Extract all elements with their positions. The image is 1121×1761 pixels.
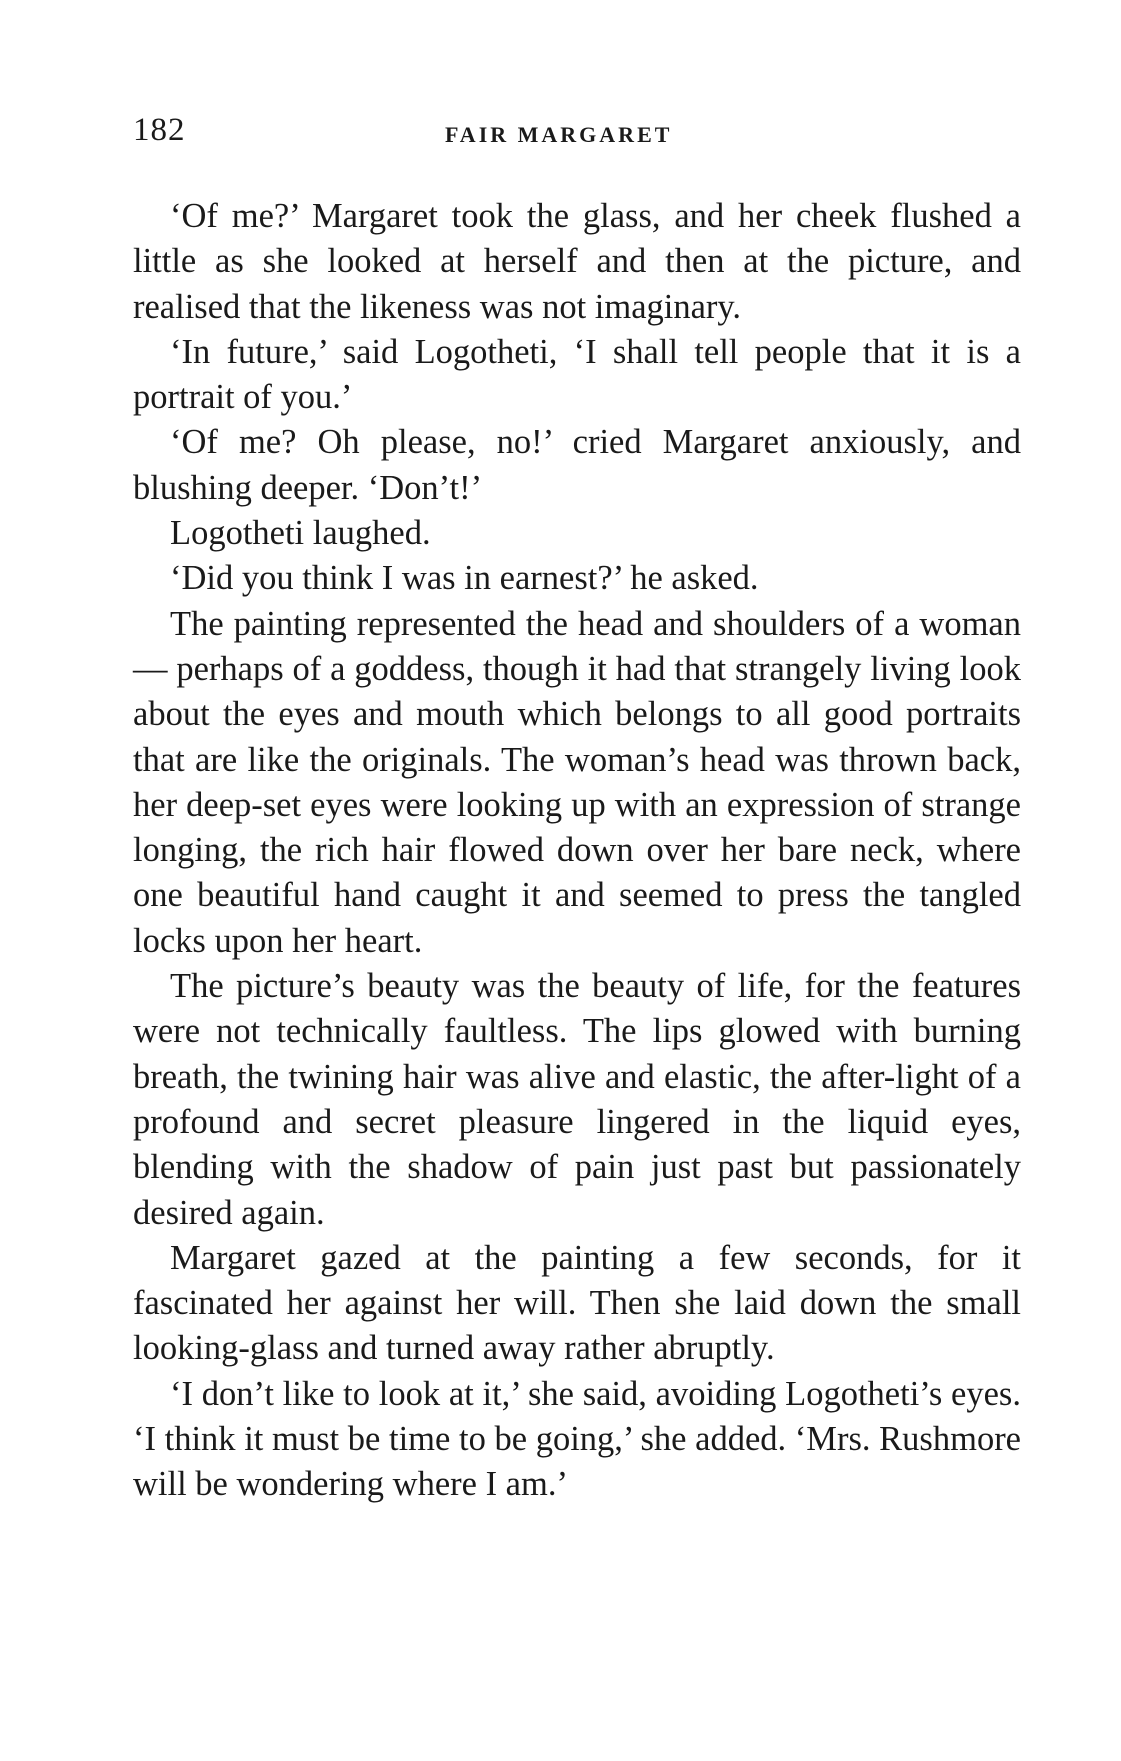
running-head [133,112,1021,160]
body-text [133,194,1021,1508]
paragraph: ‘Of me?’ Margaret took the glass, and her cheek flushed a little as she looked at herself and then at the picture, and realised that the likeness was not imaginary. [133,197,1021,326]
paragraph: Logotheti laughed. [170,514,431,553]
paragraph: ‘I don’t like to look at it,’ she said, avoiding Logotheti’s eyes. ‘I think it must be time to be going,’ she added. ‘Mrs. Rushmore will be wondering where I am.’ [133,1374,1021,1504]
page-number: 182 [133,112,186,148]
paragraph: The picture’s beauty was the beauty of life, for the features were not technically faultless. The lips glowed with burning breath, the twining hair was alive and elastic, the after-light of a profound and secret pleasure lingered in the liquid eyes, blending with the shadow of pain just past but passionately desired again. [133,967,1021,1232]
paragraph: ‘Did you think I was in earnest?’ he asked. [170,559,759,598]
paragraph: Margaret gazed at the painting a few seconds, for it fascinated her against her will. Then she laid down the small looking-glass and turned away rather abruptly. [133,1238,1021,1368]
paragraph: ‘Of me? Oh please, no!’ cried Margaret anxiously, and blushing deeper. ‘Don’t!’ [133,423,1021,507]
paragraph: The painting represented the head and shoulders of a woman — perhaps of a goddess, though it had that strangely living look about the eyes and mouth which belongs to all good portraits that are like the originals. The woman’s head was thrown back, her deep-set eyes were looking up with an expression of strange longing, the rich hair flowed down over her bare neck, where one beautiful hand caught it and seemed to press the tangled locks upon her heart. [133,604,1021,960]
paragraph: ‘In future,’ said Logotheti, ‘I shall tell people that it is a portrait of you.’ [133,332,1021,417]
running-title: FAIR MARGARET [445,122,673,147]
